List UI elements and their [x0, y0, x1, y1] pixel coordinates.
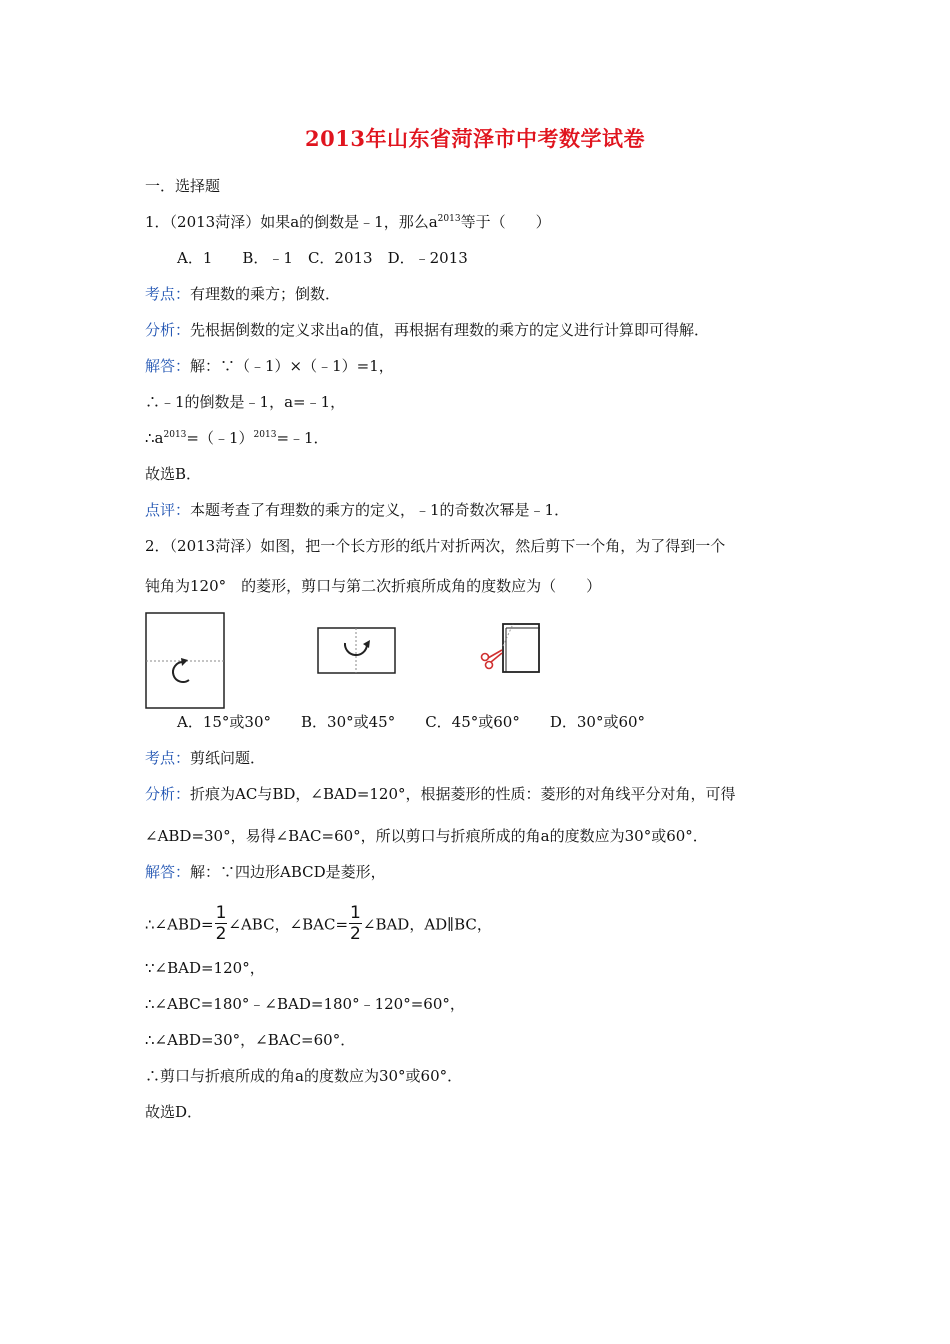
q1-step2-exp2: 2013 [253, 430, 277, 440]
q1-step1: ∴﹣1的倒数是﹣1，a=﹣1， [145, 393, 346, 411]
dianping-label: 点评： [145, 501, 191, 519]
q2-kaodian-text: 剪纸问题． [190, 749, 266, 767]
q1-jieda [145, 356, 394, 376]
section-heading: 一．选择题 [145, 177, 221, 195]
fold-figure-2 [317, 627, 397, 675]
q1-stem-pre: 1．（2013菏泽）如果a的倒数是﹣1，那么a [145, 213, 438, 231]
fraction-denominator: 2 [350, 924, 361, 944]
q1-dianping-text: 本题考查了有理数的乘方的定义，﹣1的奇数次幂是﹣1． [190, 501, 570, 519]
q1-step2-exp1: 2013 [163, 430, 187, 440]
q1-answer: 故选B． [145, 465, 202, 483]
q1-dianping [145, 500, 569, 520]
q1-stem-post: 等于（ ） [460, 213, 551, 231]
q2-step1-a: ∴∠ABD= [145, 915, 214, 934]
q2-step2: ∵∠BAD=120°， [145, 959, 265, 977]
q2-kaodian [145, 748, 265, 768]
jieda-label: 解答： [145, 863, 191, 881]
q1-stem [145, 212, 551, 232]
fenxi-label: 分析： [145, 785, 191, 803]
fraction-denominator: 2 [215, 924, 227, 944]
page-title: 2013年山东省菏泽市中考数学试卷 [305, 126, 645, 151]
q1-jieda-text: 解：∵（﹣1）×（﹣1）=1， [190, 357, 394, 375]
q2-fenxi [145, 784, 736, 804]
kaodian-label: 考点： [145, 749, 191, 767]
q2-step1-c: ∠BAD，AD∥BC， [362, 915, 492, 934]
q2-stem-line2: 钝角为120° 的菱形，剪口与第二次折痕所成角的度数应为（ ） [145, 577, 602, 595]
q2-answer: 故选D． [145, 1103, 203, 1121]
q2-fenxi-text: 折痕为AC与BD，∠BAD=120°，根据菱形的性质：菱形的对角线平分对角，可得 [190, 785, 736, 803]
q1-step2-a: ∴a [145, 429, 164, 447]
q1-step2 [145, 428, 329, 448]
fenxi-label: 分析： [145, 321, 191, 339]
fraction-half-1 [215, 903, 228, 944]
q2-step3: ∴∠ABC=180°﹣∠BAD=180°﹣120°=60°， [145, 995, 465, 1013]
q1-fenxi-text: 先根据倒数的定义求出a的值，再根据有理数的乘方的定义进行计算即可得解． [190, 321, 709, 339]
q2-step1 [145, 905, 492, 946]
jieda-label: 解答： [145, 357, 191, 375]
q1-fenxi [145, 320, 709, 340]
q2-step5: ∴剪口与折痕所成的角a的度数应为30°或60°． [145, 1067, 463, 1085]
cut-figure-3 [478, 620, 544, 676]
fraction-numerator: 1 [350, 903, 361, 923]
q2-stem-line1: 2．（2013菏泽）如图，把一个长方形的纸片对折两次，然后剪下一个角，为了得到一个 [145, 537, 726, 555]
q2-choices: A．15°或30° B．30°或45° C．45°或60° D．30°或60° [177, 713, 646, 731]
fraction-half-2 [349, 903, 362, 944]
q1-choices: A．1 B．﹣1 C．2013 D．﹣2013 [177, 249, 468, 267]
q2-step4: ∴∠ABD=30°，∠BAC=60°． [145, 1031, 356, 1049]
kaodian-label: 考点： [145, 285, 191, 303]
q2-step1-b: ∠ABC，∠BAC= [228, 915, 349, 934]
q1-kaodian [145, 284, 340, 304]
scissors-icon [482, 650, 503, 669]
fold-figure-1 [145, 612, 226, 710]
fraction-numerator: 1 [215, 903, 227, 923]
q1-step2-c: =﹣1． [276, 429, 329, 447]
q1-step2-b: =（﹣1） [186, 429, 254, 447]
q2-fenxi-line2: ∠ABD=30°，易得∠BAC=60°，所以剪口与折痕所成的角a的度数应为30°或60°． [145, 827, 708, 845]
q2-jieda-text: 解：∵四边形ABCD是菱形， [190, 863, 386, 881]
q1-stem-exponent: 2013 [437, 214, 461, 224]
q1-kaodian-text: 有理数的乘方；倒数． [190, 285, 341, 303]
q2-jieda [145, 862, 386, 882]
